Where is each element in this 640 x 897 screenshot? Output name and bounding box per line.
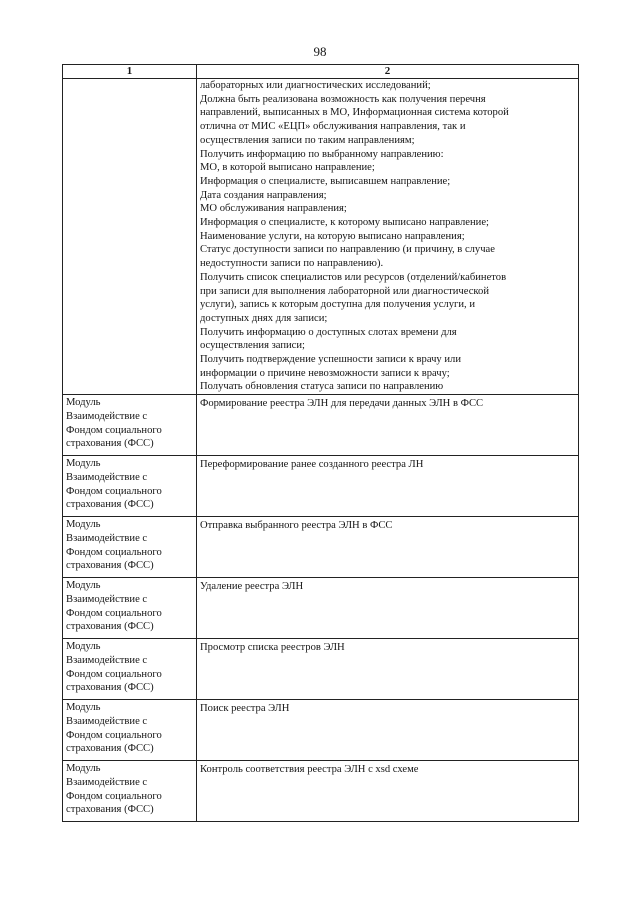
text-line: Получить список специалистов или ресурсов (отделений/кабинетов — [200, 271, 507, 283]
text-line: МО, в которой выписано направление; — [200, 162, 375, 174]
table-row — [63, 395, 579, 456]
page-number: 98 — [313, 44, 327, 59]
module-label-line: Модуль — [66, 519, 101, 531]
module-label-line: страхования (ФСС) — [66, 743, 154, 755]
module-label-line: страхования (ФСС) — [66, 682, 154, 694]
function-cell: Формирование реестра ЭЛН для передачи данных ЭЛН в ФСС — [197, 395, 579, 456]
continuation-function-cell — [197, 79, 579, 395]
module-cell — [63, 456, 197, 517]
module-label-line: Модуль — [66, 763, 101, 775]
text-line: осуществления записи; — [200, 340, 305, 352]
text-line: доступных днях для записи; — [200, 312, 328, 324]
text-line: осуществления записи по таким направлениям; — [200, 134, 415, 146]
table-row — [63, 700, 579, 761]
module-cell — [63, 395, 197, 456]
module-label-line: Взаимодействие с — [66, 471, 148, 483]
table-row — [63, 761, 579, 822]
text-line: Информация о специалисте, выписавшем направление; — [200, 175, 451, 187]
function-cell: Просмотр списка реестров ЭЛН — [197, 639, 579, 700]
text-line: Статус доступности записи по направлению (и причину, в случае — [200, 244, 495, 256]
module-label-line: Фондом социального — [66, 668, 162, 680]
module-label-line: Фондом социального — [66, 546, 162, 558]
module-label-line: Фондом социального — [66, 485, 162, 497]
module-label-line: Фондом социального — [66, 790, 162, 802]
text-line: при записи для выполнения лабораторной или диагностической — [200, 285, 489, 297]
text-line: лабораторных или диагностических исследований; — [200, 80, 431, 91]
module-label-line: страхования (ФСС) — [66, 621, 154, 633]
module-cell — [63, 700, 197, 761]
text-line: информации о причине невозможности записи к врачу; — [200, 367, 450, 379]
function-cell: Отправка выбранного реестра ЭЛН в ФСС — [197, 517, 579, 578]
module-label-line: Модуль — [66, 397, 101, 409]
module-label-line: Модуль — [66, 702, 101, 714]
module-cell — [63, 639, 197, 700]
function-cell: Удаление реестра ЭЛН — [197, 578, 579, 639]
module-label-line: Модуль — [66, 641, 101, 653]
text-line: недоступности записи по направлению). — [200, 258, 384, 270]
table-row — [63, 578, 579, 639]
module-cell — [63, 761, 197, 822]
module-label-line: Взаимодействие с — [66, 593, 148, 605]
function-cell: Переформирование ранее созданного реестра ЛН — [197, 456, 579, 517]
text-line: МО обслуживания направления; — [200, 203, 347, 215]
text-line: Получить информацию о доступных слотах времени для — [200, 326, 457, 338]
module-label-line: Взаимодействие с — [66, 532, 148, 544]
table-row — [63, 456, 579, 517]
text-line: Информация о специалисте, к которому выписано направление; — [200, 217, 489, 229]
module-label-line: страхования (ФСС) — [66, 560, 154, 572]
text-line: Наименование услуги, на которую выписано направления; — [200, 230, 465, 242]
text-line: Дата создания направления; — [200, 189, 327, 201]
module-label-line: страхования (ФСС) — [66, 499, 154, 511]
module-cell — [63, 578, 197, 639]
text-line: направлений, выписанных в МО, Информационная система которой — [200, 107, 509, 119]
column-header-1: 1 — [63, 65, 197, 79]
text-line: Получить информацию по выбранному направлению: — [200, 148, 444, 160]
module-label-line: Фондом социального — [66, 607, 162, 619]
text-line: Получить подтверждение успешности записи к врачу или — [200, 354, 461, 366]
text-line: услуги), запись к которым доступна для получения услуги, и — [200, 299, 475, 311]
module-label-line: Взаимодействие с — [66, 654, 148, 666]
text-line: отлична от МИС «ЕЦП» обслуживания направления, так и — [200, 121, 466, 133]
module-label-line: страхования (ФСС) — [66, 804, 154, 816]
module-label-line: Взаимодействие с — [66, 776, 148, 788]
module-label-line: Взаимодействие с — [66, 715, 148, 727]
continuation-module-cell — [63, 79, 197, 395]
module-label-line: страхования (ФСС) — [66, 438, 154, 450]
function-cell: Поиск реестра ЭЛН — [197, 700, 579, 761]
module-cell — [63, 517, 197, 578]
module-label-line: Фондом социального — [66, 424, 162, 436]
module-label-line: Взаимодействие с — [66, 410, 148, 422]
table-header-row — [63, 65, 579, 79]
function-cell: Контроль соответствия реестра ЭЛН с xsd схеме — [197, 761, 579, 822]
module-label-line: Модуль — [66, 458, 101, 470]
requirements-table — [62, 64, 579, 822]
text-line: Должна быть реализована возможность как получения перечня — [200, 93, 486, 105]
column-header-2: 2 — [197, 65, 579, 79]
text-line: Получать обновления статуса записи по направлению — [200, 381, 444, 393]
table-row — [63, 639, 579, 700]
module-label-line: Модуль — [66, 580, 101, 592]
table-row — [63, 517, 579, 578]
module-label-line: Фондом социального — [66, 729, 162, 741]
continuation-row — [63, 79, 579, 395]
